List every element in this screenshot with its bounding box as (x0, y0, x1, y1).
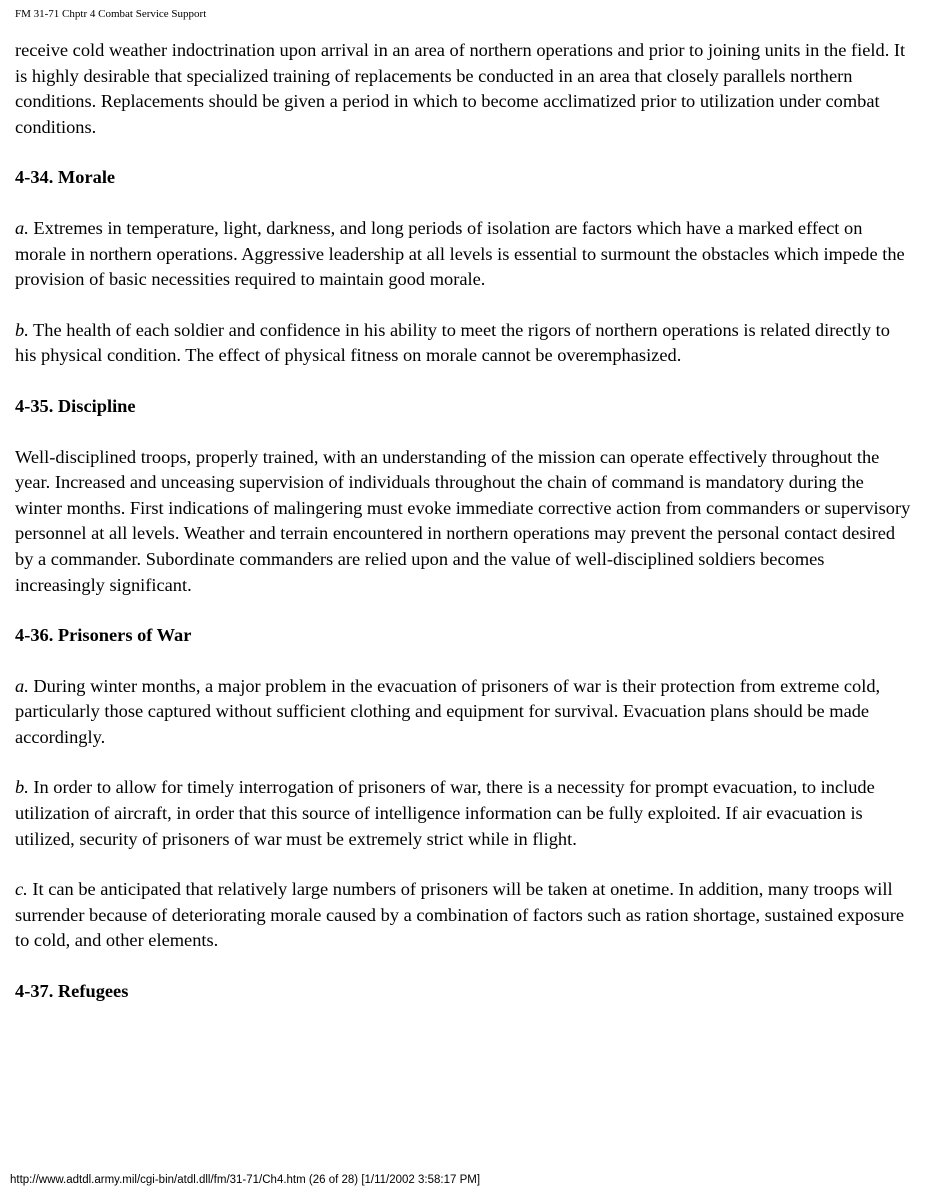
running-footer: http://www.adtdl.army.mil/cgi-bin/atdl.dll/fm/31-71/Ch4.htm (26 of 28) [1/11/2002 3:58:17 PM] (10, 1174, 481, 1186)
prisoners-paragraph-a (15, 674, 915, 751)
intro-paragraph: receive cold weather indoctrination upon arrival in an area of northern operations and prior to joining units in the field. It is highly desirable that specialized training of replacements be conducted in an area that closely parallels northern conditions. Replacements should be given a period in which to become acclimatized prior to utilization under combat conditions. (15, 40, 906, 137)
section-heading-prisoners-of-war: 4-36. Prisoners of War (15, 625, 192, 646)
document-body (15, 38, 915, 1030)
paragraph-letter: c. (15, 879, 28, 900)
paragraph-text: Extremes in temperature, light, darkness, and long periods of isolation are factors which have a marked effect on morale in northern operations. Aggressive leadership at all levels is essential to surmount the obstacles which impede the provision of basic necessities required to maintain good morale. (15, 217, 905, 290)
paragraph-letter: b. (15, 319, 29, 340)
section-heading-refugees: 4-37. Refugees (15, 981, 129, 1002)
running-header: FM 31-71 Chptr 4 Combat Service Support (15, 8, 207, 20)
paragraph-text: During winter months, a major problem in the evacuation of prisoners of war is their protection from extreme cold, particularly those captured without sufficient clothing and equipment for survival. Evacuation plans should be made accordingly. (15, 675, 881, 747)
section-heading-morale: 4-34. Morale (15, 167, 116, 188)
discipline-paragraph (15, 445, 915, 599)
paragraph-text: The health of each soldier and confidence in his ability to meet the rigors of northern operations is related directly to his physical condition. The effect of physical fitness on morale cannot be overemphasized. (15, 319, 890, 366)
section-heading-discipline: 4-35. Discipline (15, 395, 136, 416)
paragraph-letter: a. (15, 675, 29, 696)
paragraph-letter: b. (15, 777, 29, 798)
paragraph-letter: a. (15, 217, 29, 238)
paragraph-text: It can be anticipated that relatively large numbers of prisoners will be taken at onetime. In addition, many troops will surrender because of deteriorating morale caused by a combination of factors such as ration shortage, sustained exposure to cold, and other elements. (15, 879, 905, 951)
morale-paragraph-b (15, 318, 915, 369)
morale-paragraph-a (15, 216, 915, 293)
paragraph-text: In order to allow for timely interrogation of prisoners of war, there is a necessity for prompt evacuation, to include utilization of aircraft, in order that this source of intelligence information can be fully exploited. If air evacuation is utilized, security of prisoners of war must be extremely strict while in flight. (15, 777, 875, 849)
paragraph-text: Well-disciplined troops, properly trained, with an understanding of the mission can operate effectively throughout the year. Increased and unceasing supervision of individuals throughout the chain of command is mandatory during the winter months. First indications of malingering must evoke immediate corrective action from commanders or supervisory personnel at all levels. Weather and terrain encountered in northern operations may prevent the personal contact desired by a commander. Subordinate commanders are relied upon and the value of well-disciplined soldiers becomes increasingly significant. (15, 446, 911, 595)
prisoners-paragraph-c (15, 877, 915, 954)
prisoners-paragraph-b (15, 775, 915, 852)
